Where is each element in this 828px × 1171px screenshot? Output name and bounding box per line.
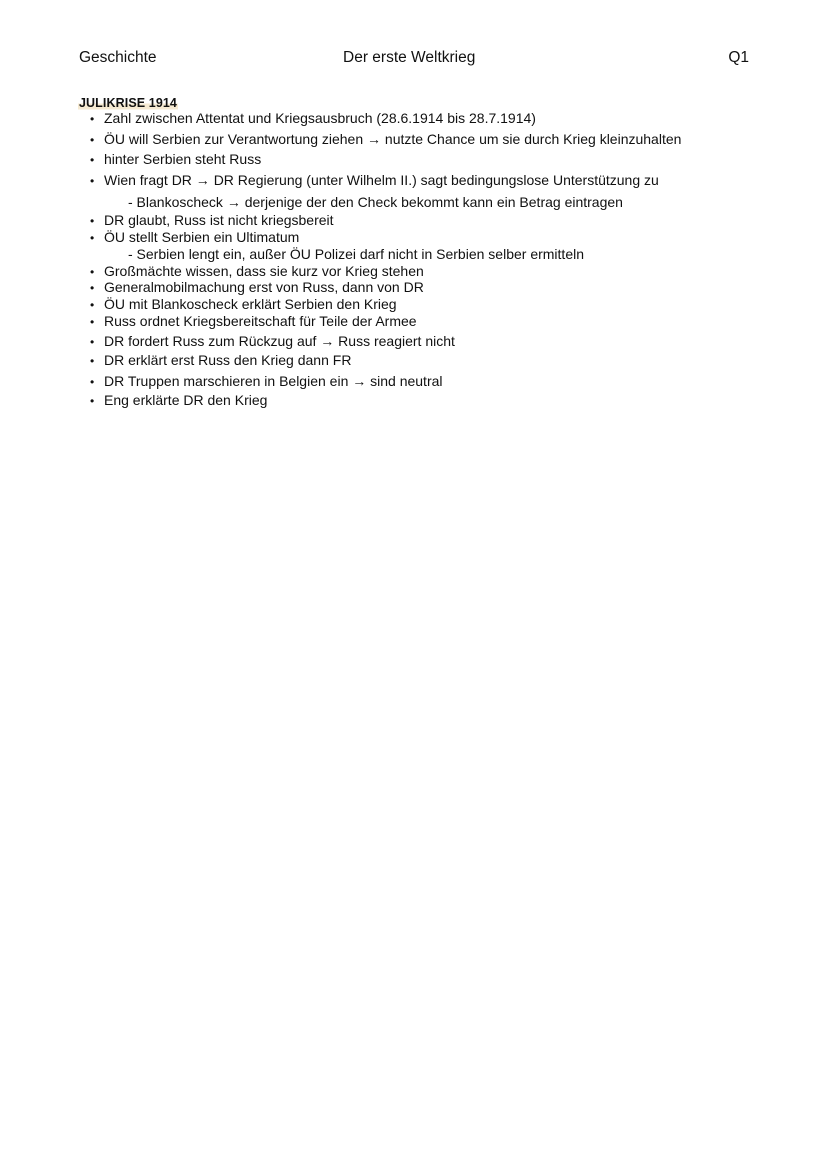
list-item: [90, 352, 351, 368]
sub-item: - Serbien lengt ein, außer ÖU Polizei darf nicht in Serbien selber ermitteln: [128, 246, 584, 262]
bullet-icon: •: [90, 394, 95, 408]
list-item-text: Generalmobilmachung erst von Russ, dann von DR: [104, 279, 424, 295]
list-item: [90, 392, 267, 408]
list-item-text: DR erklärt erst Russ den Krieg dann FR: [104, 352, 352, 368]
list-item: [90, 313, 417, 329]
list-item: [90, 333, 455, 349]
subject-label: Geschichte: [79, 49, 157, 66]
bullet-icon: •: [90, 214, 95, 228]
list-item: [90, 229, 299, 245]
list-item-text: ÖU stellt Serbien ein Ultimatum: [104, 229, 300, 245]
list-item-text: DR fordert Russ zum Rückzug auf → Russ reagiert nicht: [104, 333, 455, 349]
list-item: [90, 172, 659, 188]
bullet-icon: •: [90, 298, 95, 312]
list-item: [90, 151, 261, 167]
bullet-icon: •: [90, 231, 95, 245]
list-item: [90, 110, 536, 126]
bullet-icon: •: [90, 354, 95, 368]
bullet-icon: •: [90, 112, 95, 126]
list-item-text: Eng erklärte DR den Krieg: [104, 392, 268, 408]
list-item: [90, 212, 334, 228]
list-item: [90, 263, 424, 279]
list-item: [90, 279, 424, 295]
bullet-icon: •: [90, 315, 95, 329]
bullet-icon: •: [90, 153, 95, 167]
bullet-icon: •: [90, 133, 95, 147]
course-label: Q1: [728, 49, 749, 66]
list-item: [90, 296, 397, 312]
bullet-icon: •: [90, 174, 95, 188]
list-item-text: hinter Serbien steht Russ: [104, 151, 262, 167]
list-item-text: Russ ordnet Kriegsbereitschaft für Teile der Armee: [104, 313, 417, 329]
document-title: Der erste Weltkrieg: [343, 49, 476, 66]
list-item-text: Zahl zwischen Attentat und Kriegsausbruch (28.6.1914 bis 28.7.1914): [104, 110, 536, 126]
list-item-text: Großmächte wissen, dass sie kurz vor Krieg stehen: [104, 263, 424, 279]
list-item: [90, 373, 443, 389]
bullet-icon: •: [90, 335, 95, 349]
bullet-icon: •: [90, 281, 95, 295]
list-item-text: ÖU will Serbien zur Verantwortung ziehen → nutzte Chance um sie durch Krieg kleinzuhalten: [104, 131, 682, 147]
list-item-text: DR Truppen marschieren in Belgien ein → sind neutral: [104, 373, 443, 389]
bullet-icon: •: [90, 265, 95, 279]
list-item-text: Wien fragt DR → DR Regierung (unter Wilhelm II.) sagt bedingungslose Unterstützung zu: [104, 172, 659, 188]
bullet-icon: •: [90, 375, 95, 389]
sub-item: - Blankoscheck → derjenige der den Check bekommt kann ein Betrag eintragen: [128, 194, 623, 210]
list-item: [90, 131, 681, 147]
section-heading: JULIKRISE 1914: [79, 96, 177, 110]
list-item-text: DR glaubt, Russ ist nicht kriegsbereit: [104, 212, 334, 228]
list-item-text: ÖU mit Blankoscheck erklärt Serbien den Krieg: [104, 296, 397, 312]
